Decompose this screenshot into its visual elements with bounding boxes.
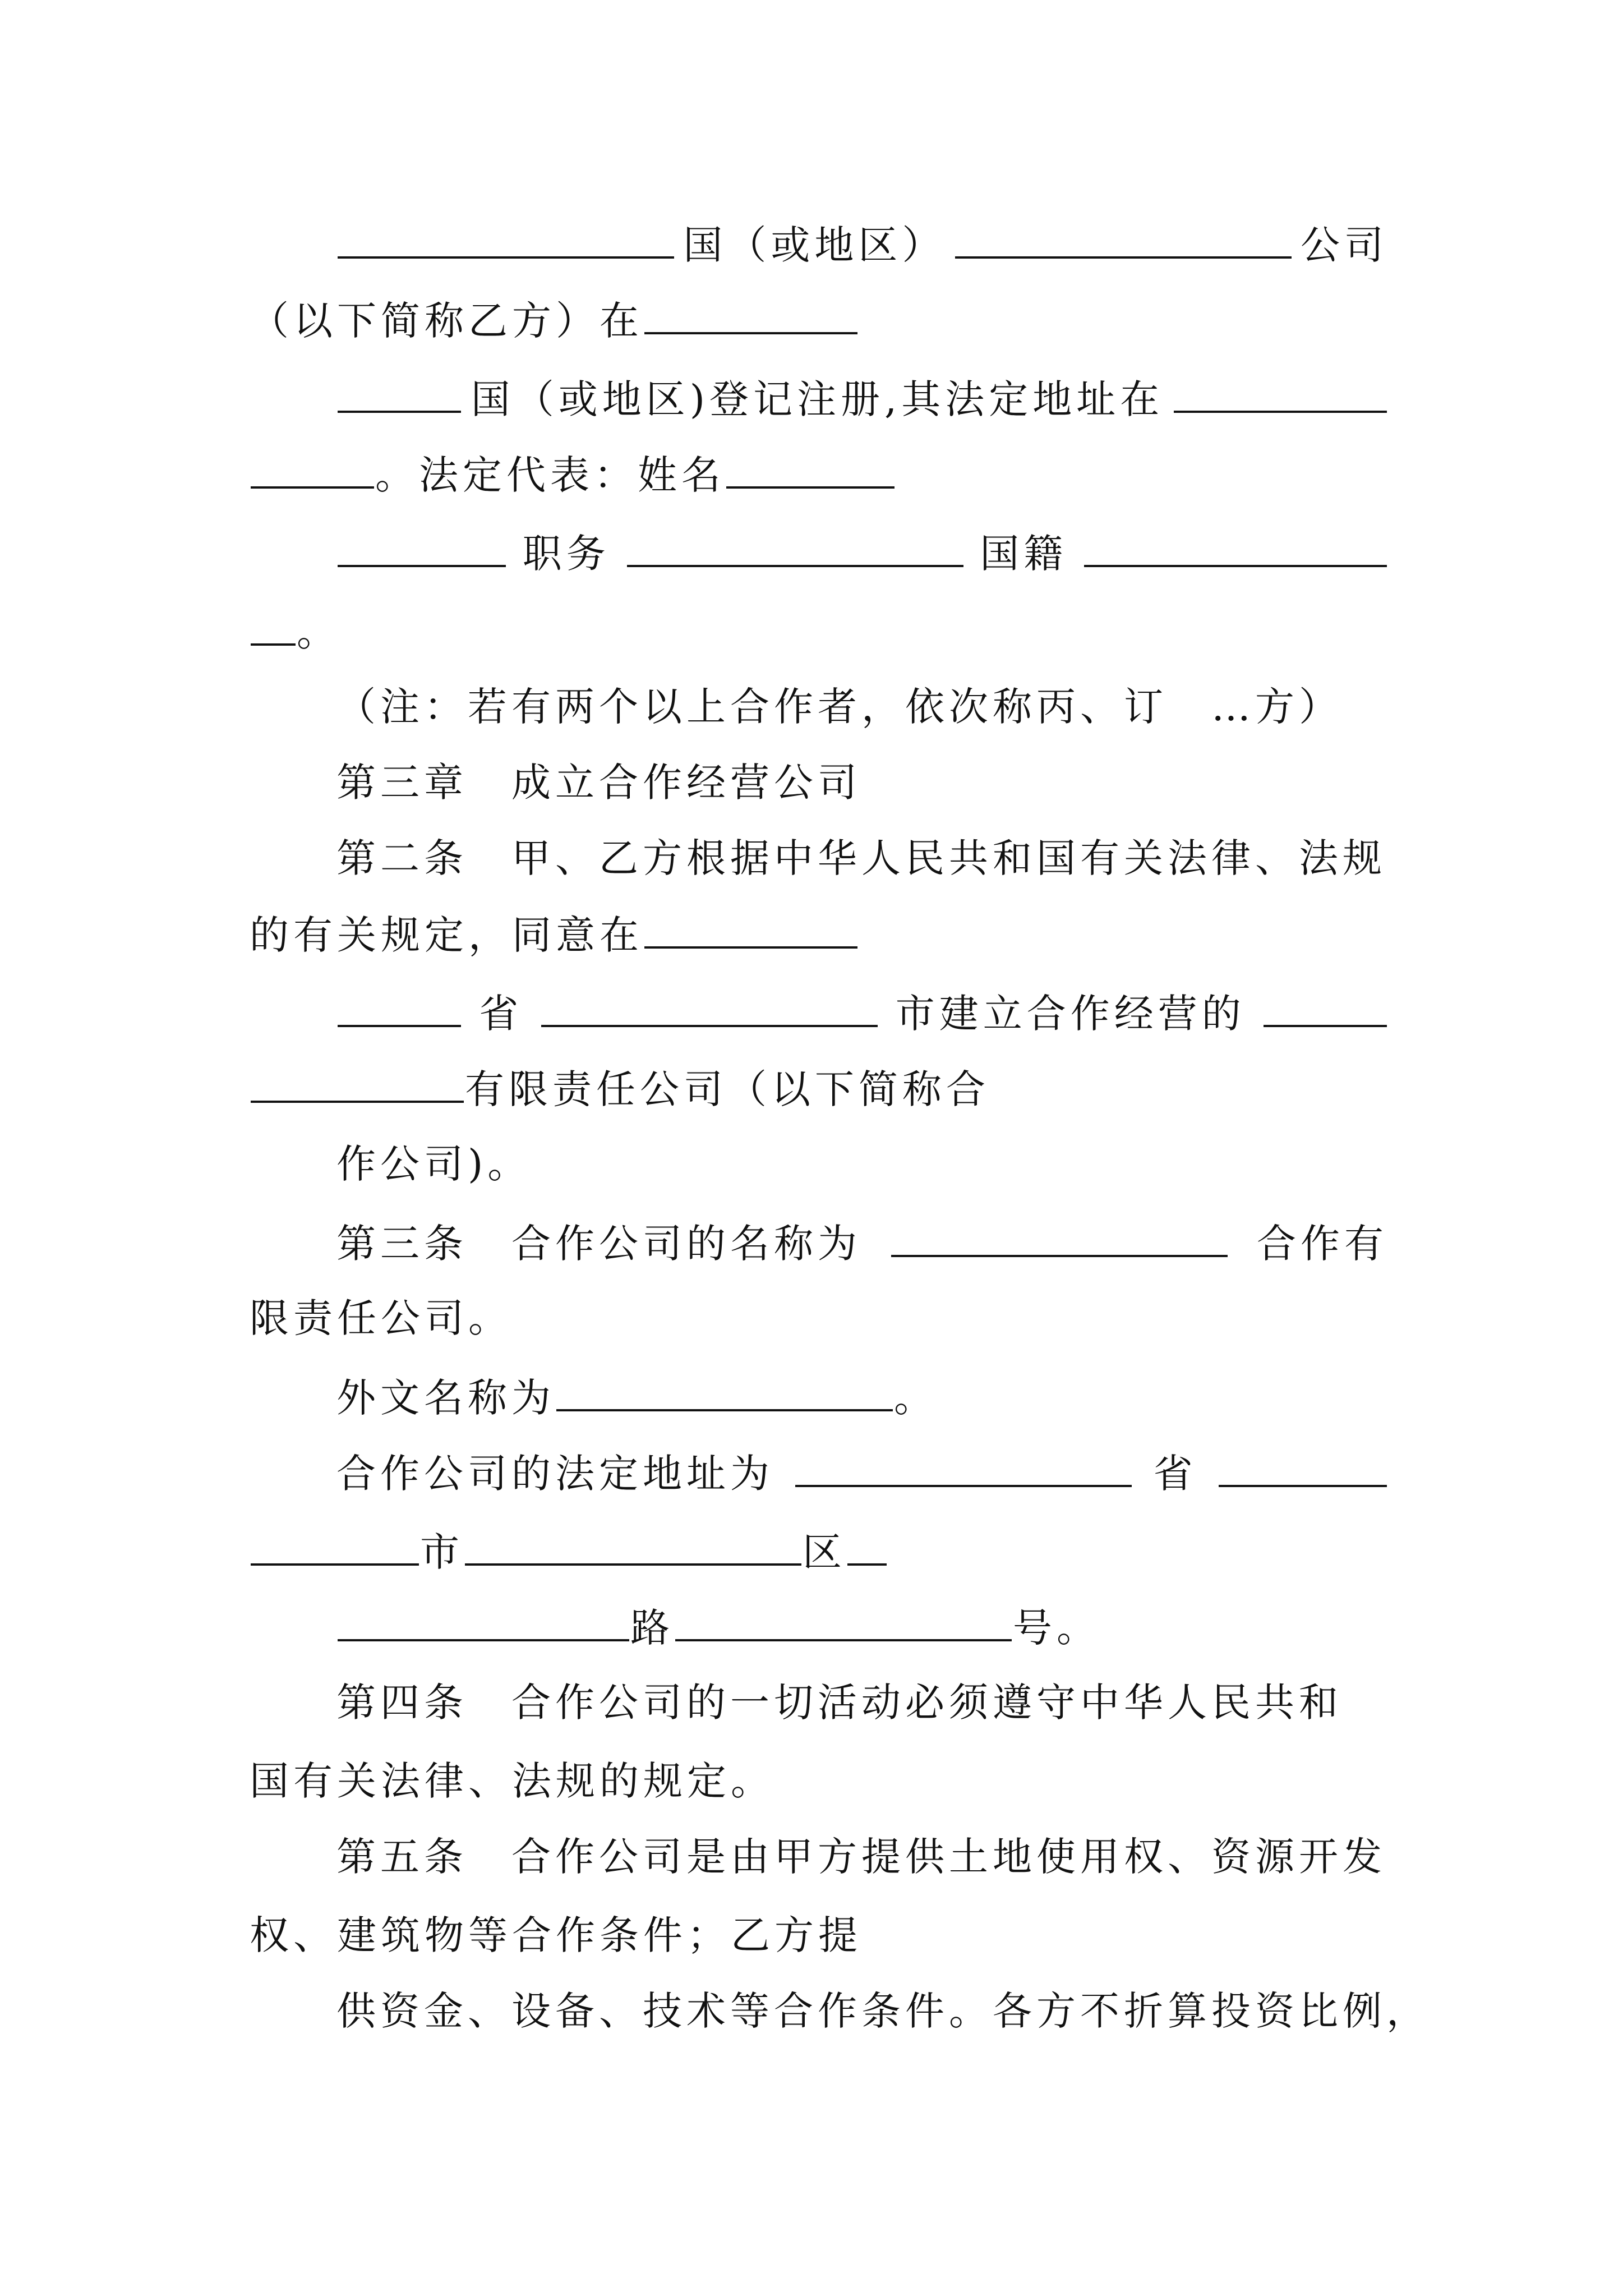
text-span: 号。 (1013, 1605, 1100, 1651)
text-line-17 (336, 1444, 1388, 1502)
text-line-3 (336, 370, 1388, 427)
text-span: 第四条 合作公司的一切活动必须遵守中华人民共和 (336, 1680, 1343, 1726)
text-line-20 (336, 1674, 1388, 1731)
text-line-24 (336, 1983, 1430, 2039)
fill-blank[interactable] (847, 1523, 887, 1566)
text-line-10 (250, 906, 1388, 963)
text-span: 路 (630, 1605, 674, 1651)
text-line-11 (336, 984, 1388, 1042)
text-span: 供资金、设备、技术等合作条件。各方不折算投资比例， (336, 1988, 1430, 2034)
text-span: 的有关规定，同意在 (250, 912, 643, 958)
fill-blank[interactable] (251, 603, 296, 646)
text-line-13 (336, 1136, 1388, 1192)
text-line-12 (250, 1060, 1388, 1117)
fill-blank[interactable] (338, 984, 461, 1027)
text-line-18 (250, 1523, 1388, 1580)
text-span: 国（或地区)登记注册,其法定地址在 (471, 376, 1164, 422)
fill-blank-country[interactable] (338, 216, 674, 259)
text-span: 市 (420, 1529, 464, 1575)
text-line-8 (336, 754, 1388, 811)
text-span: 省 (1153, 1451, 1197, 1497)
text-span: 国籍 (980, 531, 1068, 577)
fill-blank-cooperative-company-name[interactable] (891, 1214, 1228, 1257)
fill-blank[interactable] (1219, 1444, 1387, 1487)
text-line-1 (336, 216, 1388, 273)
fill-blank-representative-name[interactable] (726, 446, 895, 489)
fill-blank[interactable] (338, 524, 506, 567)
text-span: 省 (479, 991, 523, 1037)
text-span: 国有关法律、法规的规定。 (250, 1758, 774, 1804)
text-line-6 (250, 603, 1388, 660)
text-span: 有限责任公司（以下简称合 (465, 1066, 990, 1112)
fill-blank[interactable] (251, 1523, 419, 1566)
text-span: 第三条 合作公司的名称为 (336, 1221, 861, 1267)
text-line-9 (336, 830, 1388, 886)
chapter-heading: 第三章 成立合作经营公司 (336, 760, 861, 806)
text-span: 合作公司的法定地址为 (336, 1451, 774, 1497)
text-span: 。法定代表：姓名 (375, 452, 725, 498)
text-line-15 (250, 1290, 1388, 1346)
text-span: 第二条 甲、乙方根据中华人民共和国有关法律、法规 (336, 835, 1386, 881)
text-span: 限责任公司。 (250, 1295, 512, 1341)
text-span: 。 (297, 609, 340, 655)
fill-blank[interactable] (251, 446, 374, 489)
text-line-5 (336, 524, 1388, 582)
text-span: （以下简称乙方）在 (250, 298, 643, 344)
text-span: （注：若有两个以上合作者，依次称丙、订 …方） (336, 684, 1343, 730)
fill-blank-foreign-name[interactable] (556, 1369, 893, 1411)
fill-blank-registration-country[interactable] (644, 292, 857, 334)
text-span: 市建立合作经营的 (895, 991, 1246, 1037)
text-span: 第五条 合作公司是由甲方提供土地使用权、资源开发 (336, 1834, 1386, 1880)
fill-blank[interactable] (251, 1060, 464, 1103)
text-span: 合作有 (1257, 1221, 1388, 1267)
text-span: 外文名称为 (336, 1375, 555, 1421)
text-line-19 (336, 1599, 1388, 1656)
fill-blank-legal-address[interactable] (1174, 370, 1387, 413)
fill-blank-company-name[interactable] (1264, 984, 1387, 1027)
fill-blank-company[interactable] (955, 216, 1292, 259)
fill-blank-position[interactable] (627, 524, 963, 567)
text-line-2 (250, 292, 1388, 349)
text-span: 区 (803, 1529, 846, 1575)
fill-blank-province[interactable] (644, 906, 857, 949)
text-span: 权、建筑物等合作条件；乙方提 (250, 1912, 862, 1958)
text-line-7 (336, 679, 1388, 735)
fill-blank[interactable] (338, 370, 461, 413)
text-span: 作公司)。 (336, 1141, 532, 1187)
text-line-22 (336, 1829, 1388, 1885)
text-span: 国（或地区） (683, 222, 946, 268)
fill-blank-nationality[interactable] (1084, 524, 1387, 567)
fill-blank-address-district[interactable] (465, 1523, 801, 1566)
text-span: 公司 (1300, 222, 1388, 268)
text-line-14 (336, 1214, 1388, 1272)
fill-blank-address-province[interactable] (795, 1444, 1132, 1487)
text-span: 。 (894, 1375, 938, 1421)
text-line-21 (250, 1753, 1388, 1809)
text-line-16 (336, 1369, 1388, 1426)
fill-blank-city[interactable] (541, 984, 878, 1027)
fill-blank-number[interactable] (675, 1599, 1012, 1641)
text-line-4 (250, 446, 1388, 503)
text-span: 职务 (522, 531, 610, 577)
text-line-23 (250, 1907, 1388, 1963)
fill-blank-road[interactable] (338, 1599, 629, 1641)
